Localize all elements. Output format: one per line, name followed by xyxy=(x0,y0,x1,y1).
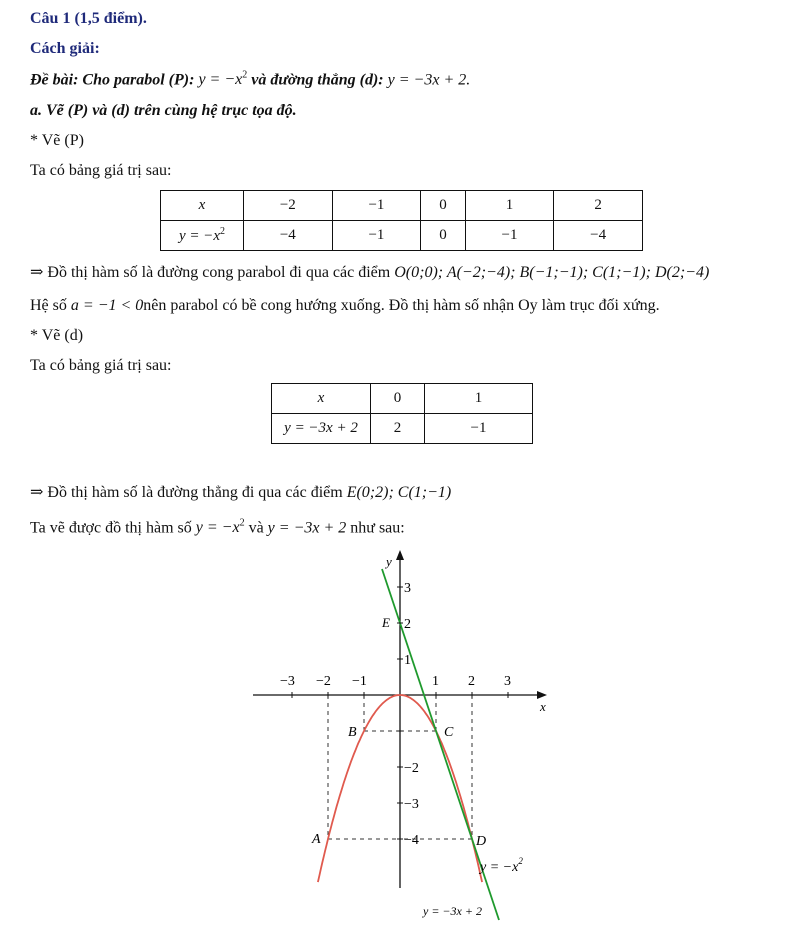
question-heading: Câu 1 (1,5 điểm). xyxy=(30,10,147,27)
point-e-label: E xyxy=(382,615,390,630)
table-cell: 2 xyxy=(371,414,425,444)
y-tick-label: −2 xyxy=(404,761,419,776)
table-cell: 0 xyxy=(421,221,465,251)
x-tick-label: 1 xyxy=(432,674,439,689)
table-cell: −1 xyxy=(465,221,554,251)
y-tick-label: 2 xyxy=(404,617,411,632)
method-label: Cách giải: xyxy=(30,40,100,57)
line-label: y = −3x + 2 xyxy=(423,904,482,918)
point-c-label: C xyxy=(444,725,454,740)
table-cell: 1 xyxy=(425,384,533,414)
points-d: E(0;2); C(1;−1) xyxy=(346,484,452,501)
d-equation: y = −3x + 2. xyxy=(387,71,471,89)
conclusion-p: ⇒ Đồ thị hàm số là đường cong parabol đi qua các điểm O(0;0); A(−2;−4); B(−1;−1); C(1;−1); D(2;−4) xyxy=(30,264,710,281)
table-cell: 0 xyxy=(371,384,425,414)
points-p: O(0;0); A(−2;−4); B(−1;−1); C(1;−1); D(2;−4) xyxy=(394,264,710,281)
y-tick-label: −3 xyxy=(404,797,419,812)
table-row xyxy=(161,221,643,251)
table-cell: 2 xyxy=(554,191,643,221)
function-graph xyxy=(245,548,555,933)
table-row xyxy=(272,384,533,414)
value-table-d xyxy=(271,383,533,444)
table-cell: −1 xyxy=(332,221,421,251)
p-equation: $y = -x^2$ xyxy=(198,70,248,89)
point-d-label: D xyxy=(476,834,487,849)
point-a-label: A xyxy=(312,832,321,847)
table-row xyxy=(161,191,643,221)
problem-lead: Đề bài: Cho parabol (P): xyxy=(30,71,195,89)
x-axis-arrow xyxy=(537,691,547,699)
table-cell: −4 xyxy=(554,221,643,251)
table-row xyxy=(272,414,533,444)
x-tick-label: 2 xyxy=(468,674,475,689)
conclusion-d: ⇒ Đồ thị hàm số là đường thẳng đi qua các điểm E(0;2); C(1;−1) xyxy=(30,484,452,501)
table-intro-d: Ta có bảng giá trị sau: xyxy=(30,357,172,374)
x-axis-label: x xyxy=(540,699,546,714)
table-cell: −4 xyxy=(244,221,333,251)
x-tick-label: −2 xyxy=(316,674,331,689)
graph-intro: Ta vẽ được đồ thị hàm số $y = -x^2$ và y = −3x + 2 như sau: xyxy=(30,518,405,537)
table-cell: 0 xyxy=(421,191,465,221)
y-tick-label: −4 xyxy=(404,833,419,848)
table-cell: $y = -x^2$ xyxy=(161,221,244,251)
table-intro-p: Ta có bảng giá trị sau: xyxy=(30,162,172,179)
x-tick-label: 3 xyxy=(504,674,511,689)
y-tick-label: 3 xyxy=(404,581,411,596)
draw-d-heading: * Vẽ (d) xyxy=(30,327,84,344)
table-cell: y = −3x + 2 xyxy=(272,414,371,444)
problem-and: và đường thẳng (d): xyxy=(251,71,384,89)
point-b-label: B xyxy=(348,725,357,740)
part-a-heading: a. Vẽ (P) và (d) trên cùng hệ trục tọa độ. xyxy=(30,102,297,119)
y-tick-label: 1 xyxy=(404,653,411,668)
y-axis-arrow xyxy=(396,550,404,560)
table-cell: −1 xyxy=(332,191,421,221)
table-cell: −1 xyxy=(425,414,533,444)
table-cell: x xyxy=(161,191,244,221)
coefficient-note: Hệ số a = −1 < 0nên parabol có bề cong hướng xuống. Đồ thị hàm số nhận Oy làm trục đối xứng. xyxy=(30,297,660,314)
x-tick-label: −3 xyxy=(280,674,295,689)
value-table-p xyxy=(160,190,643,251)
table-cell: −2 xyxy=(244,191,333,221)
x-tick-label: −1 xyxy=(352,674,367,689)
draw-p-heading: * Vẽ (P) xyxy=(30,132,84,149)
problem-statement xyxy=(30,70,470,89)
y-axis-label: y xyxy=(386,554,392,569)
table-cell: x xyxy=(272,384,371,414)
parabola-label: $y = -x^2$ xyxy=(480,856,523,875)
table-cell: 1 xyxy=(465,191,554,221)
